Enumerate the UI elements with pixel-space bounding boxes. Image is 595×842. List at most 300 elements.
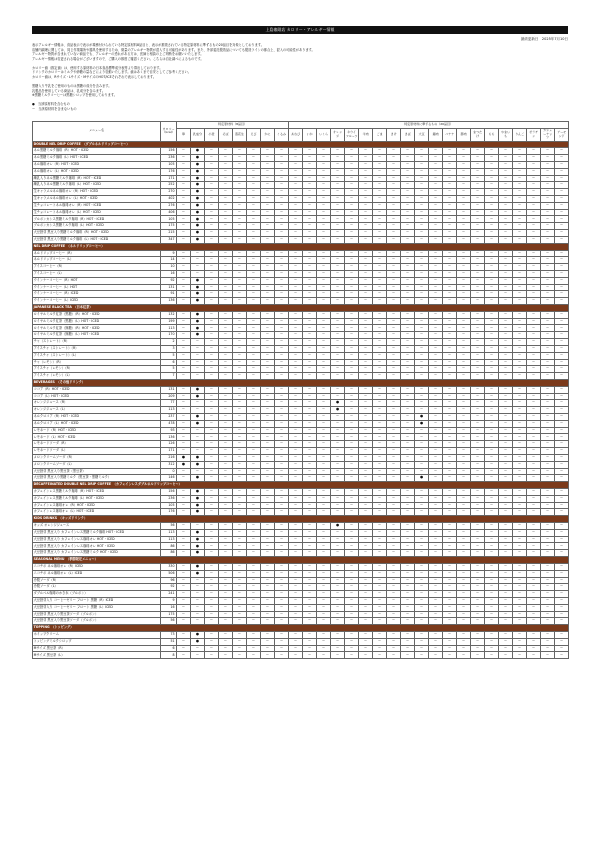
allergen-absent-mark: ー bbox=[429, 420, 443, 427]
allergen-absent-mark: ー bbox=[485, 270, 499, 277]
allergen-absent-mark: ー bbox=[471, 277, 485, 284]
allergen-absent-mark: ー bbox=[443, 332, 457, 339]
allergen-absent-mark: ー bbox=[345, 652, 359, 659]
allergen-absent-mark: ー bbox=[275, 148, 289, 155]
allergen-absent-mark: ー bbox=[513, 352, 527, 359]
allergen-header: 鶏肉 bbox=[429, 128, 443, 141]
allergen-absent-mark: ー bbox=[247, 536, 261, 543]
allergen-absent-mark: ー bbox=[373, 284, 387, 291]
allergen-absent-mark: ー bbox=[513, 523, 527, 530]
allergen-absent-mark: ー bbox=[219, 189, 233, 196]
allergen-header: いくら bbox=[317, 128, 331, 141]
category-row bbox=[33, 482, 569, 489]
allergen-absent-mark: ー bbox=[415, 386, 429, 393]
allergen-absent-mark: ー bbox=[415, 270, 429, 277]
allergen-absent-mark: ー bbox=[359, 325, 373, 332]
allergen-absent-mark: ー bbox=[401, 270, 415, 277]
allergen-absent-mark: ー bbox=[457, 257, 471, 264]
allergen-absent-mark: ー bbox=[331, 604, 345, 611]
allergen-absent-mark: ー bbox=[485, 454, 499, 461]
table-row bbox=[33, 461, 569, 468]
allergen-absent-mark: ー bbox=[401, 250, 415, 257]
allergen-absent-mark: ー bbox=[401, 359, 415, 366]
allergen-absent-mark: ー bbox=[303, 632, 317, 639]
allergen-absent-mark: ー bbox=[317, 230, 331, 237]
allergen-absent-mark: ー bbox=[401, 318, 415, 325]
allergen-absent-mark: ー bbox=[177, 502, 191, 509]
allergen-absent-mark: ー bbox=[303, 611, 317, 618]
allergen-absent-mark: ー bbox=[457, 543, 471, 550]
allergen-absent-mark: ー bbox=[485, 373, 499, 380]
allergen-absent-mark: ー bbox=[303, 257, 317, 264]
allergen-absent-mark: ー bbox=[261, 509, 275, 516]
allergen-absent-mark: ー bbox=[261, 502, 275, 509]
category-title: DOUBLE NEL DRIP COFFEE （ダブルネルドリップコーヒー） bbox=[33, 141, 569, 148]
allergen-absent-mark: ー bbox=[457, 591, 471, 598]
allergen-absent-mark: ー bbox=[485, 468, 499, 475]
allergen-absent-mark: ー bbox=[457, 441, 471, 448]
allergen-absent-mark: ー bbox=[513, 434, 527, 441]
allergen-absent-mark: ー bbox=[233, 311, 247, 318]
allergen-absent-mark: ー bbox=[485, 277, 499, 284]
allergen-absent-mark: ー bbox=[429, 563, 443, 570]
allergen-absent-mark: ー bbox=[485, 386, 499, 393]
allergen-absent-mark: ー bbox=[191, 597, 205, 604]
allergen-absent-mark: ー bbox=[345, 345, 359, 352]
allergen-absent-mark: ー bbox=[219, 264, 233, 271]
allergen-absent-mark: ー bbox=[541, 175, 555, 182]
allergen-absent-mark: ー bbox=[219, 202, 233, 209]
allergen-absent-mark: ー bbox=[457, 386, 471, 393]
allergen-absent-mark: ー bbox=[527, 175, 541, 182]
allergen-absent-mark: ー bbox=[275, 386, 289, 393]
allergen-absent-mark: ー bbox=[429, 400, 443, 407]
allergen-absent-mark: ー bbox=[555, 570, 569, 577]
allergen-absent-mark: ー bbox=[191, 373, 205, 380]
allergen-absent-mark: ー bbox=[485, 550, 499, 557]
allergen-present-mark: ● bbox=[191, 202, 205, 209]
allergen-absent-mark: ー bbox=[429, 495, 443, 502]
allergen-absent-mark: ー bbox=[303, 420, 317, 427]
allergen-absent-mark: ー bbox=[541, 618, 555, 625]
allergen-absent-mark: ー bbox=[177, 209, 191, 216]
allergen-absent-mark: ー bbox=[443, 161, 457, 168]
allergen-absent-mark: ー bbox=[513, 468, 527, 475]
menu-name: ネルクロコア（R）HOT・ICED bbox=[33, 414, 161, 421]
allergen-absent-mark: ー bbox=[289, 277, 303, 284]
allergen-absent-mark: ー bbox=[275, 311, 289, 318]
allergen-absent-mark: ー bbox=[499, 325, 513, 332]
allergen-absent-mark: ー bbox=[219, 298, 233, 305]
allergen-absent-mark: ー bbox=[485, 488, 499, 495]
allergen-present-mark: ● bbox=[191, 189, 205, 196]
allergen-absent-mark: ー bbox=[331, 502, 345, 509]
allergen-absent-mark: ー bbox=[219, 448, 233, 455]
allergen-absent-mark: ー bbox=[485, 645, 499, 652]
allergen-absent-mark: ー bbox=[401, 461, 415, 468]
category-row bbox=[33, 243, 569, 250]
allergen-absent-mark: ー bbox=[275, 420, 289, 427]
allergen-absent-mark: ー bbox=[275, 332, 289, 339]
allergen-absent-mark: ー bbox=[205, 161, 219, 168]
allergen-absent-mark: ー bbox=[359, 189, 373, 196]
allergen-present-mark: ● bbox=[331, 407, 345, 414]
allergen-absent-mark: ー bbox=[233, 189, 247, 196]
allergen-absent-mark: ー bbox=[317, 236, 331, 243]
allergen-absent-mark: ー bbox=[275, 284, 289, 291]
allergen-absent-mark: ー bbox=[485, 359, 499, 366]
allergen-absent-mark: ー bbox=[555, 318, 569, 325]
allergen-absent-mark: ー bbox=[247, 277, 261, 284]
allergen-absent-mark: ー bbox=[373, 611, 387, 618]
allergen-absent-mark: ー bbox=[499, 645, 513, 652]
table-row bbox=[33, 414, 569, 421]
allergen-absent-mark: ー bbox=[485, 223, 499, 230]
calorie-value: 241 bbox=[161, 591, 177, 598]
allergen-absent-mark: ー bbox=[415, 577, 429, 584]
allergen-absent-mark: ー bbox=[513, 148, 527, 155]
allergen-absent-mark: ー bbox=[387, 591, 401, 598]
allergen-header: ゼラチン bbox=[527, 128, 541, 141]
allergen-absent-mark: ー bbox=[247, 216, 261, 223]
allergen-absent-mark: ー bbox=[401, 509, 415, 516]
allergen-absent-mark: ー bbox=[401, 264, 415, 271]
allergen-absent-mark: ー bbox=[177, 345, 191, 352]
allergen-absent-mark: ー bbox=[499, 570, 513, 577]
allergen-absent-mark: ー bbox=[205, 386, 219, 393]
allergen-absent-mark: ー bbox=[429, 584, 443, 591]
allergen-absent-mark: ー bbox=[471, 386, 485, 393]
allergen-absent-mark: ー bbox=[331, 236, 345, 243]
allergen-absent-mark: ー bbox=[527, 543, 541, 550]
allergen-absent-mark: ー bbox=[289, 291, 303, 298]
allergen-absent-mark: ー bbox=[177, 202, 191, 209]
allergen-absent-mark: ー bbox=[345, 216, 359, 223]
allergen-absent-mark: ー bbox=[317, 632, 331, 639]
allergen-absent-mark: ー bbox=[233, 495, 247, 502]
allergen-absent-mark: ー bbox=[513, 291, 527, 298]
allergen-absent-mark: ー bbox=[191, 611, 205, 618]
table-row bbox=[33, 563, 569, 570]
allergen-absent-mark: ー bbox=[275, 495, 289, 502]
allergen-present-mark: ● bbox=[331, 400, 345, 407]
allergen-absent-mark: ー bbox=[191, 468, 205, 475]
allergen-present-mark: ● bbox=[191, 230, 205, 237]
allergen-absent-mark: ー bbox=[261, 563, 275, 570]
allergen-absent-mark: ー bbox=[471, 434, 485, 441]
allergen-absent-mark: ー bbox=[485, 475, 499, 482]
allergen-absent-mark: ー bbox=[471, 352, 485, 359]
allergen-absent-mark: ー bbox=[499, 604, 513, 611]
allergen-absent-mark: ー bbox=[177, 373, 191, 380]
allergen-present-mark: ● bbox=[191, 475, 205, 482]
allergen-absent-mark: ー bbox=[471, 536, 485, 543]
allergen-absent-mark: ー bbox=[261, 454, 275, 461]
allergen-absent-mark: ー bbox=[247, 311, 261, 318]
allergen-absent-mark: ー bbox=[513, 645, 527, 652]
allergen-absent-mark: ー bbox=[513, 386, 527, 393]
allergen-absent-mark: ー bbox=[275, 373, 289, 380]
allergen-absent-mark: ー bbox=[429, 339, 443, 346]
allergen-absent-mark: ー bbox=[373, 461, 387, 468]
allergen-absent-mark: ー bbox=[555, 250, 569, 257]
allergen-absent-mark: ー bbox=[317, 536, 331, 543]
allergen-absent-mark: ー bbox=[457, 611, 471, 618]
allergen-absent-mark: ー bbox=[331, 298, 345, 305]
allergen-absent-mark: ー bbox=[401, 550, 415, 557]
allergen-absent-mark: ー bbox=[513, 618, 527, 625]
allergen-absent-mark: ー bbox=[247, 332, 261, 339]
allergen-absent-mark: ー bbox=[485, 632, 499, 639]
allergen-absent-mark: ー bbox=[527, 230, 541, 237]
menu-name: 大豆胚芽 黒豆入り カフェインレス黒糖ミルク珈琲 HOT・ICED bbox=[33, 529, 161, 536]
allergen-absent-mark: ー bbox=[247, 386, 261, 393]
allergen-absent-mark: ー bbox=[275, 652, 289, 659]
allergen-absent-mark: ー bbox=[513, 339, 527, 346]
calorie-value: 215 bbox=[161, 230, 177, 237]
allergen-absent-mark: ー bbox=[261, 577, 275, 584]
allergen-absent-mark: ー bbox=[429, 550, 443, 557]
allergen-absent-mark: ー bbox=[303, 161, 317, 168]
allergen-absent-mark: ー bbox=[219, 604, 233, 611]
allergen-absent-mark: ー bbox=[485, 502, 499, 509]
allergen-absent-mark: ー bbox=[527, 434, 541, 441]
allergen-absent-mark: ー bbox=[177, 264, 191, 271]
allergen-absent-mark: ー bbox=[471, 291, 485, 298]
allergen-absent-mark: ー bbox=[541, 386, 555, 393]
allergen-absent-mark: ー bbox=[261, 277, 275, 284]
allergen-absent-mark: ー bbox=[359, 407, 373, 414]
allergen-absent-mark: ー bbox=[429, 604, 443, 611]
allergen-absent-mark: ー bbox=[415, 168, 429, 175]
table-row bbox=[33, 597, 569, 604]
allergen-absent-mark: ー bbox=[443, 352, 457, 359]
allergen-absent-mark: ー bbox=[527, 161, 541, 168]
allergen-absent-mark: ー bbox=[485, 339, 499, 346]
allergen-absent-mark: ー bbox=[485, 175, 499, 182]
allergen-absent-mark: ー bbox=[345, 325, 359, 332]
allergen-absent-mark: ー bbox=[527, 638, 541, 645]
allergen-absent-mark: ー bbox=[527, 529, 541, 536]
allergen-absent-mark: ー bbox=[359, 488, 373, 495]
allergen-absent-mark: ー bbox=[387, 618, 401, 625]
allergen-absent-mark: ー bbox=[429, 570, 443, 577]
allergen-absent-mark: ー bbox=[247, 448, 261, 455]
allergen-absent-mark: ー bbox=[233, 236, 247, 243]
allergen-absent-mark: ー bbox=[471, 373, 485, 380]
allergen-absent-mark: ー bbox=[387, 509, 401, 516]
allergen-absent-mark: ー bbox=[387, 318, 401, 325]
allergen-absent-mark: ー bbox=[541, 257, 555, 264]
table-row bbox=[33, 591, 569, 598]
allergen-present-mark: ● bbox=[191, 148, 205, 155]
allergen-absent-mark: ー bbox=[471, 345, 485, 352]
allergen-absent-mark: ー bbox=[261, 638, 275, 645]
allergen-absent-mark: ー bbox=[191, 264, 205, 271]
allergen-absent-mark: ー bbox=[401, 230, 415, 237]
allergen-absent-mark: ー bbox=[415, 448, 429, 455]
allergen-absent-mark: ー bbox=[401, 373, 415, 380]
allergen-absent-mark: ー bbox=[485, 148, 499, 155]
allergen-absent-mark: ー bbox=[373, 604, 387, 611]
allergen-absent-mark: ー bbox=[499, 638, 513, 645]
allergen-absent-mark: ー bbox=[513, 611, 527, 618]
allergen-absent-mark: ー bbox=[373, 591, 387, 598]
allergen-absent-mark: ー bbox=[415, 652, 429, 659]
allergen-absent-mark: ー bbox=[527, 563, 541, 570]
allergen-absent-mark: ー bbox=[527, 509, 541, 516]
menu-name: キッズ オレンジジュース bbox=[33, 523, 161, 530]
allergen-absent-mark: ー bbox=[205, 509, 219, 516]
allergen-absent-mark: ー bbox=[317, 345, 331, 352]
allergen-absent-mark: ー bbox=[555, 216, 569, 223]
allergen-absent-mark: ー bbox=[373, 196, 387, 203]
menu-name: 練乳入りネル黒糖ミルク珈琲（L）HOT・ICED bbox=[33, 182, 161, 189]
allergen-absent-mark: ー bbox=[387, 434, 401, 441]
allergen-absent-mark: ー bbox=[387, 230, 401, 237]
allergen-absent-mark: ー bbox=[359, 427, 373, 434]
allergen-absent-mark: ー bbox=[429, 597, 443, 604]
allergen-absent-mark: ー bbox=[219, 523, 233, 530]
allergen-absent-mark: ー bbox=[415, 366, 429, 373]
allergen-absent-mark: ー bbox=[345, 196, 359, 203]
calorie-value: 105 bbox=[161, 161, 177, 168]
allergen-absent-mark: ー bbox=[373, 250, 387, 257]
allergen-absent-mark: ー bbox=[303, 264, 317, 271]
allergen-absent-mark: ー bbox=[415, 407, 429, 414]
allergen-absent-mark: ー bbox=[513, 475, 527, 482]
allergen-absent-mark: ー bbox=[289, 196, 303, 203]
allergen-absent-mark: ー bbox=[527, 359, 541, 366]
allergen-absent-mark: ー bbox=[443, 175, 457, 182]
allergen-absent-mark: ー bbox=[205, 236, 219, 243]
allergen-absent-mark: ー bbox=[415, 468, 429, 475]
allergen-absent-mark: ー bbox=[317, 584, 331, 591]
allergen-absent-mark: ー bbox=[429, 461, 443, 468]
allergen-header: 卵 bbox=[177, 128, 191, 141]
allergen-absent-mark: ー bbox=[401, 352, 415, 359]
allergen-absent-mark: ー bbox=[443, 182, 457, 189]
allergen-absent-mark: ー bbox=[499, 577, 513, 584]
allergen-absent-mark: ー bbox=[555, 454, 569, 461]
allergen-absent-mark: ー bbox=[275, 393, 289, 400]
allergen-absent-mark: ー bbox=[233, 175, 247, 182]
allergen-absent-mark: ー bbox=[485, 168, 499, 175]
allergen-absent-mark: ー bbox=[485, 597, 499, 604]
allergen-absent-mark: ー bbox=[555, 611, 569, 618]
allergen-absent-mark: ー bbox=[275, 502, 289, 509]
allergen-absent-mark: ー bbox=[359, 161, 373, 168]
allergen-absent-mark: ー bbox=[303, 543, 317, 550]
allergen-absent-mark: ー bbox=[289, 427, 303, 434]
allergen-absent-mark: ー bbox=[261, 202, 275, 209]
menu-name: ネル黒糖ミルク珈琲（R）HOT・ICED bbox=[33, 148, 161, 155]
calorie-value: 312 bbox=[161, 461, 177, 468]
allergen-absent-mark: ー bbox=[317, 618, 331, 625]
allergen-absent-mark: ー bbox=[247, 352, 261, 359]
allergen-absent-mark: ー bbox=[485, 393, 499, 400]
allergen-absent-mark: ー bbox=[555, 427, 569, 434]
allergen-absent-mark: ー bbox=[457, 311, 471, 318]
allergen-absent-mark: ー bbox=[261, 155, 275, 162]
allergen-absent-mark: ー bbox=[415, 604, 429, 611]
allergen-absent-mark: ー bbox=[527, 611, 541, 618]
allergen-absent-mark: ー bbox=[261, 523, 275, 530]
allergen-absent-mark: ー bbox=[499, 155, 513, 162]
allergen-absent-mark: ー bbox=[261, 175, 275, 182]
allergen-absent-mark: ー bbox=[471, 223, 485, 230]
allergen-absent-mark: ー bbox=[247, 454, 261, 461]
allergen-absent-mark: ー bbox=[317, 427, 331, 434]
allergen-absent-mark: ー bbox=[527, 632, 541, 639]
allergen-absent-mark: ー bbox=[233, 264, 247, 271]
allergen-absent-mark: ー bbox=[373, 359, 387, 366]
table-row bbox=[33, 400, 569, 407]
allergen-absent-mark: ー bbox=[555, 189, 569, 196]
allergen-absent-mark: ー bbox=[233, 223, 247, 230]
allergen-absent-mark: ー bbox=[177, 216, 191, 223]
allergen-absent-mark: ー bbox=[177, 277, 191, 284]
allergen-absent-mark: ー bbox=[513, 182, 527, 189]
table-row bbox=[33, 543, 569, 550]
allergen-absent-mark: ー bbox=[345, 182, 359, 189]
allergen-absent-mark: ー bbox=[331, 509, 345, 516]
allergen-absent-mark: ー bbox=[219, 420, 233, 427]
allergen-header: まつたけ bbox=[471, 128, 485, 141]
allergen-absent-mark: ー bbox=[289, 386, 303, 393]
allergen-absent-mark: ー bbox=[177, 270, 191, 277]
allergen-absent-mark: ー bbox=[191, 250, 205, 257]
allergen-absent-mark: ー bbox=[247, 475, 261, 482]
allergen-absent-mark: ー bbox=[261, 209, 275, 216]
allergen-absent-mark: ー bbox=[303, 284, 317, 291]
allergen-absent-mark: ー bbox=[317, 189, 331, 196]
allergen-absent-mark: ー bbox=[303, 563, 317, 570]
allergen-absent-mark: ー bbox=[499, 488, 513, 495]
allergen-table bbox=[32, 121, 569, 659]
allergen-absent-mark: ー bbox=[485, 611, 499, 618]
allergen-absent-mark: ー bbox=[387, 563, 401, 570]
allergen-absent-mark: ー bbox=[513, 236, 527, 243]
allergen-absent-mark: ー bbox=[205, 529, 219, 536]
allergen-absent-mark: ー bbox=[359, 536, 373, 543]
allergen-absent-mark: ー bbox=[247, 618, 261, 625]
calorie-value: 131 bbox=[161, 386, 177, 393]
allergen-absent-mark: ー bbox=[513, 591, 527, 598]
allergen-absent-mark: ー bbox=[233, 284, 247, 291]
allergen-absent-mark: ー bbox=[387, 250, 401, 257]
allergen-absent-mark: ー bbox=[387, 529, 401, 536]
allergen-absent-mark: ー bbox=[387, 468, 401, 475]
allergen-absent-mark: ー bbox=[527, 461, 541, 468]
allergen-absent-mark: ー bbox=[233, 182, 247, 189]
allergen-absent-mark: ー bbox=[541, 448, 555, 455]
allergen-header: かに bbox=[261, 128, 275, 141]
allergen-absent-mark: ー bbox=[317, 386, 331, 393]
allergen-absent-mark: ー bbox=[359, 434, 373, 441]
allergen-absent-mark: ー bbox=[541, 202, 555, 209]
allergen-absent-mark: ー bbox=[359, 570, 373, 577]
allergen-absent-mark: ー bbox=[457, 523, 471, 530]
allergen-absent-mark: ー bbox=[401, 414, 415, 421]
allergen-absent-mark: ー bbox=[555, 523, 569, 530]
allergen-absent-mark: ー bbox=[471, 502, 485, 509]
menu-name: 大豆胚芽 黒豆入り黒糖ミルク珈琲（L）HOT・ICED bbox=[33, 236, 161, 243]
allergen-absent-mark: ー bbox=[247, 148, 261, 155]
allergen-absent-mark: ー bbox=[457, 270, 471, 277]
allergen-absent-mark: ー bbox=[443, 632, 457, 639]
table-row bbox=[33, 502, 569, 509]
